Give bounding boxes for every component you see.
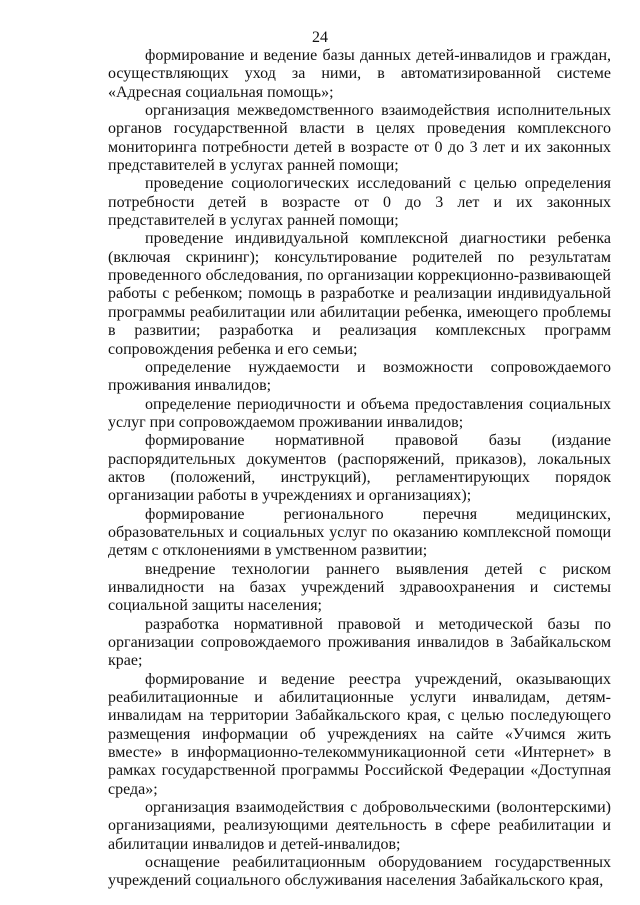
paragraph: внедрение технологии раннего выявления детей с риском инвалидности на базах учреждений здравоохранения и системы социальной защиты населения; <box>108 560 611 615</box>
paragraph: оснащение реабилитационным оборудованием государственных учреждений социального обслуживания населения Забайкальского края, <box>108 854 611 890</box>
paragraph: проведение индивидуальной комплексной диагностики ребенка (включая скрининг); консультирование родителей по результатам проведенного обследования, по организации коррекционно-развивающей работы с ребенком; помощь в разработке и реализации индивидуальной программы реабилитации или абилитации ребенка, имеющего проблемы в развитии; разработка и реализация комплексных программ сопровождения ребенка и его семьи; <box>108 230 611 358</box>
paragraph: формирование и ведение базы данных детей-инвалидов и граждан, осуществляющих уход за ними, в автоматизированной системе «Адресная социальная помощь»; <box>108 47 611 101</box>
paragraph: определение нуждаемости и возможности сопровождаемого проживания инвалидов; <box>108 358 611 395</box>
document-body <box>108 47 611 891</box>
paragraph: организация межведомственного взаимодействия исполнительных органов государственной власти в целях проведения комплексного мониторинга потребности детей в возрасте от 0 до 3 лет и их законных представителей в услугах ранней помощи; <box>108 102 611 175</box>
paragraph: формирование и ведение реестра учреждений, оказывающих реабилитационные и абилитационные услуги инвалидам, детям-инвалидам на территории Забайкальского края, с целью последующего размещения информации об учреждениях на сайте «Учимся жить вместе» в информационно-телекоммуникационной сети «Интернет» в рамках государственной программы Российской Федерации «Доступная среда»; <box>108 670 611 798</box>
paragraph: разработка нормативной правовой и методической базы по организации сопровождаемого проживания инвалидов в Забайкальском крае; <box>108 615 611 670</box>
paragraph: организация взаимодействия с добровольческими (волонтерскими) организациями, реализующими деятельность в сфере реабилитации и абилитации инвалидов и детей-инвалидов; <box>108 799 611 853</box>
paragraph: формирование регионального перечня медицинских, образовательных и социальных услуг по оказанию комплексной помощи детям с отклонениями в умственном развитии; <box>108 505 611 560</box>
paragraph: проведение социологических исследований с целью определения потребности детей в возрасте от 0 до 3 лет и их законных представителей в услугах ранней помощи; <box>108 175 611 230</box>
paragraph: определение периодичности и объема предоставления социальных услуг при сопровождаемом проживании инвалидов; <box>108 395 611 431</box>
page-number: 24 <box>312 29 328 46</box>
paragraph: формирование нормативной правовой базы (издание распорядительных документов (распоряжений, приказов), локальных актов (положений, инструкций), регламентирующих порядок организации работы в учреждениях и организациях); <box>108 432 611 505</box>
